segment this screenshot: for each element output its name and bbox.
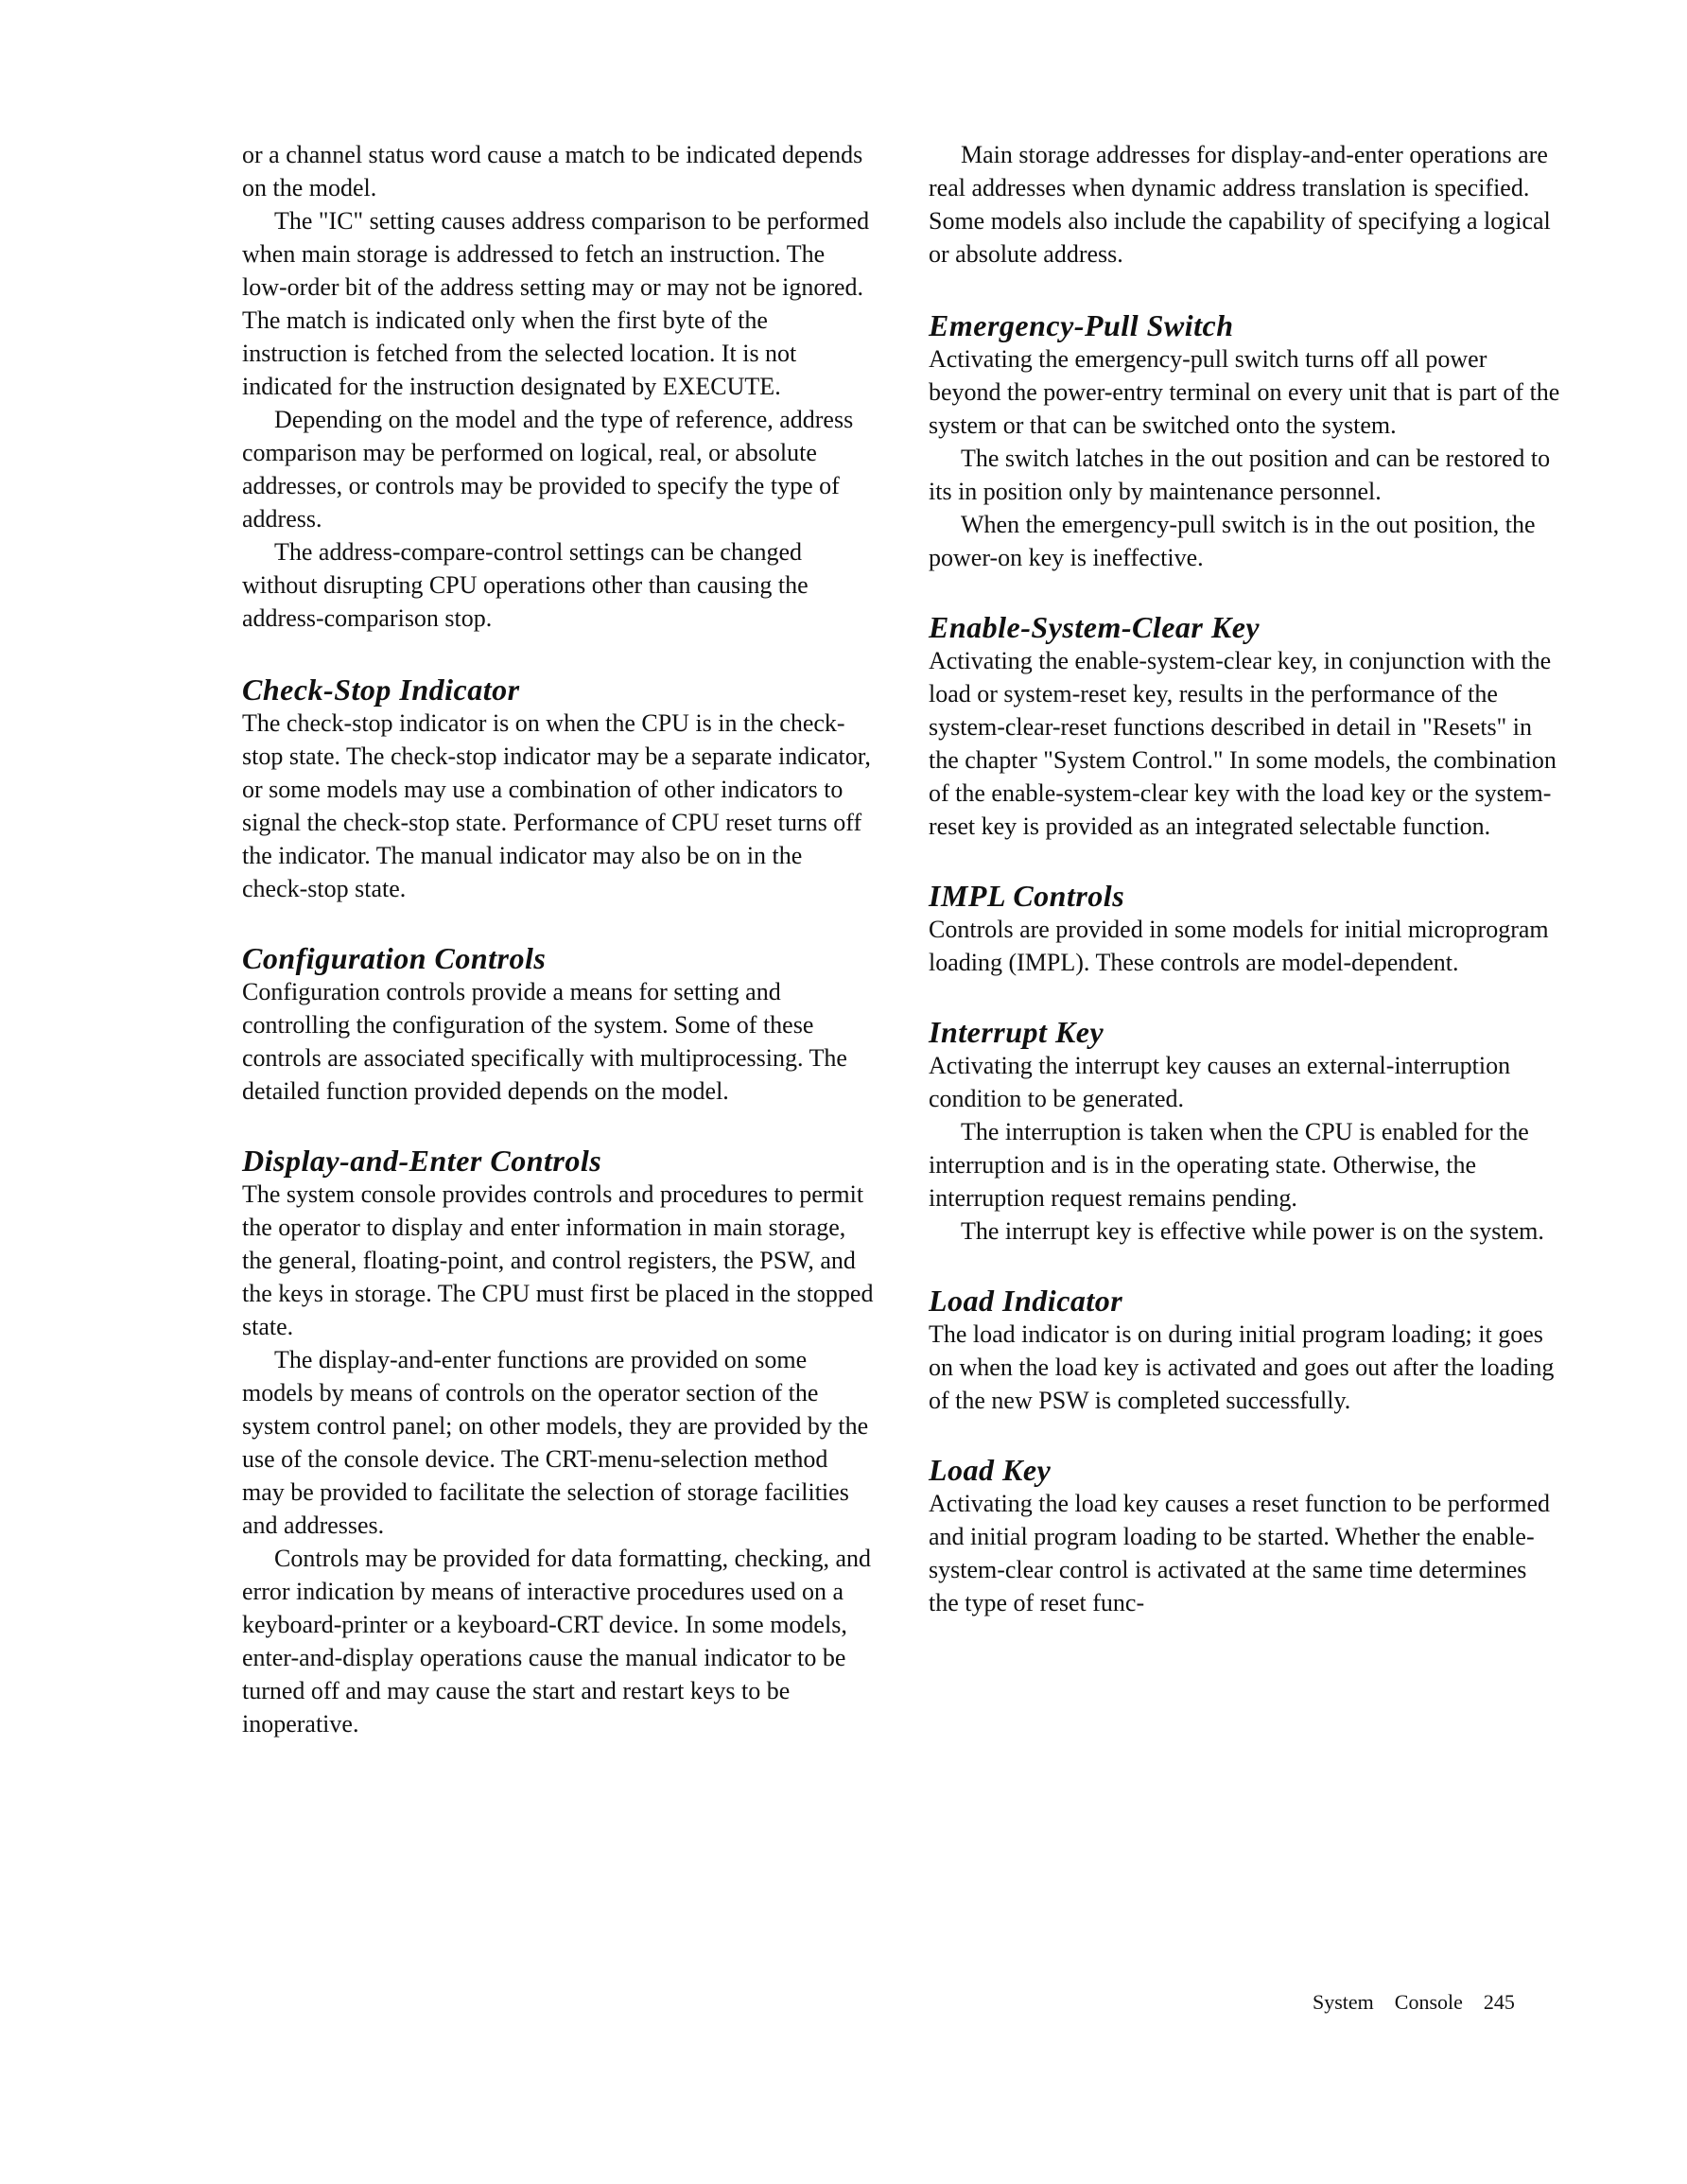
footer-chapter-word: Console [1394, 1990, 1463, 2014]
section-heading: IMPL Controls [929, 879, 1125, 913]
paragraph: The switch latches in the out position and can be restored to its in position only by maintenance personnel. [929, 445, 1551, 505]
paragraph: Activating the emergency-pull switch turns off all power beyond the power-entry terminal on every unit that is part of the system or that can be switched onto the system. [929, 345, 1560, 439]
paragraph: When the emergency-pull switch is in the out position, the power-on key is ineffective. [929, 511, 1536, 571]
section-enable-system-clear-key [929, 610, 1560, 843]
paragraph: Main storage addresses for display-and-enter operations are real addresses when dynamic address translation is specified. Some models also include the capability of specifying a logical or absolute address. [929, 141, 1551, 268]
section-heading: Configuration Controls [242, 941, 547, 975]
paragraph: The system console provides controls and procedures to permit the operator to display and enter information in main storage, the general, floating-point, and control registers, the PSW, and the keys in storage. The CPU must first be placed in the stopped state. [242, 1180, 874, 1340]
section-heading: Load Indicator [929, 1284, 1123, 1318]
section-heading: Check-Stop Indicator [242, 673, 520, 707]
section-load-key [929, 1453, 1560, 1619]
paragraph: Activating the enable-system-clear key, in conjunction with the load or system-reset key, results in the performance of the system-clear-reset functions described in detail in "Resets" in the chapter "System Control." In some models, the combination of the enable-system-clear key with the load key or the system-reset key is provided as an integrated selectable function. [929, 647, 1557, 840]
paragraph: Controls may be provided for data formatting, checking, and error indication by means of interactive procedures used on a keyboard-printer or a keyboard-CRT device. In some models, enter-and-display operations cause the manual indicator to be turned off and may cause the start and restart keys to be inoperative. [242, 1545, 872, 1738]
section-load-indicator [929, 1284, 1560, 1417]
section-emergency-pull-switch [929, 308, 1560, 574]
paragraph: The load indicator is on during initial program loading; it goes on when the load key is activated and goes out after the loading of the new PSW is completed successfully. [929, 1320, 1555, 1414]
page-number: 245 [1483, 1990, 1515, 2014]
section-impl-controls [929, 879, 1560, 979]
right-column [929, 138, 1560, 1619]
paragraph: The check-stop indicator is on when the CPU is in the check-stop state. The check-stop indicator may be a separate indicator, or some models may use a combination of other indicators to signal the check-stop state. Performance of CPU reset turns off the indicator. The manual indicator may also be on in the check-stop state. [242, 709, 871, 902]
footer-chapter-word: System [1313, 1990, 1374, 2014]
section-display-and-enter-controls [242, 1144, 874, 1740]
section-heading: Emergency-Pull Switch [929, 308, 1234, 342]
paragraph: or a channel status word cause a match to be indicated depends on the model. [242, 141, 863, 201]
paragraph: Activating the interrupt key causes an external-interruption condition to be generated. [929, 1052, 1511, 1112]
paragraph: The address-compare-control settings can be changed without disrupting CPU operations other than causing the address-comparison stop. [242, 538, 809, 632]
paragraph: The "IC" setting causes address comparison to be performed when main storage is addressed to fetch an instruction. The low-order bit of the address setting may or may not be ignored. The match is indicated only when the first byte of the instruction is fetched from the selected location. It is not indicated for the instruction designated by EXECUTE. [242, 207, 870, 400]
paragraph: The interruption is taken when the CPU is enabled for the interruption and is in the operating state. Otherwise, the interruption request remains pending. [929, 1118, 1529, 1212]
paragraph: Controls are provided in some models for initial microprogram loading (IMPL). These controls are model-dependent. [929, 916, 1549, 976]
section-interrupt-key [929, 1015, 1560, 1248]
section-heading: Load Key [929, 1453, 1052, 1487]
section-heading: Interrupt Key [929, 1015, 1104, 1049]
left-column [242, 138, 874, 1740]
paragraph: Configuration controls provide a means for setting and controlling the configuration of the system. Some of these controls are associated specifically with multiprocessing. The detailed function provided depends on the model. [242, 978, 847, 1105]
section-heading: Display-and-Enter Controls [242, 1144, 602, 1178]
paragraph: Depending on the model and the type of reference, address comparison may be performed on logical, real, or absolute addresses, or controls may be provided to specify the type of address. [242, 406, 854, 533]
left-continuation [242, 138, 874, 635]
paragraph: The interrupt key is effective while power is on the system. [961, 1217, 1544, 1245]
section-configuration-controls [242, 941, 874, 1108]
paragraph: The display-and-enter functions are provided on some models by means of controls on the operator section of the system control panel; on other models, they are provided by the use of the console device. The CRT-menu-selection method may be provided to facilitate the selection of storage facilities and addresses. [242, 1346, 869, 1539]
section-heading: Enable-System-Clear Key [929, 610, 1261, 644]
section-check-stop-indicator [242, 673, 874, 905]
paragraph: Activating the load key causes a reset function to be performed and initial program loading to be started. Whether the enable-system-clear control is activated at the same time determines the type of reset func- [929, 1490, 1550, 1616]
right-continuation [929, 138, 1560, 271]
page-footer [1313, 1990, 1515, 2015]
